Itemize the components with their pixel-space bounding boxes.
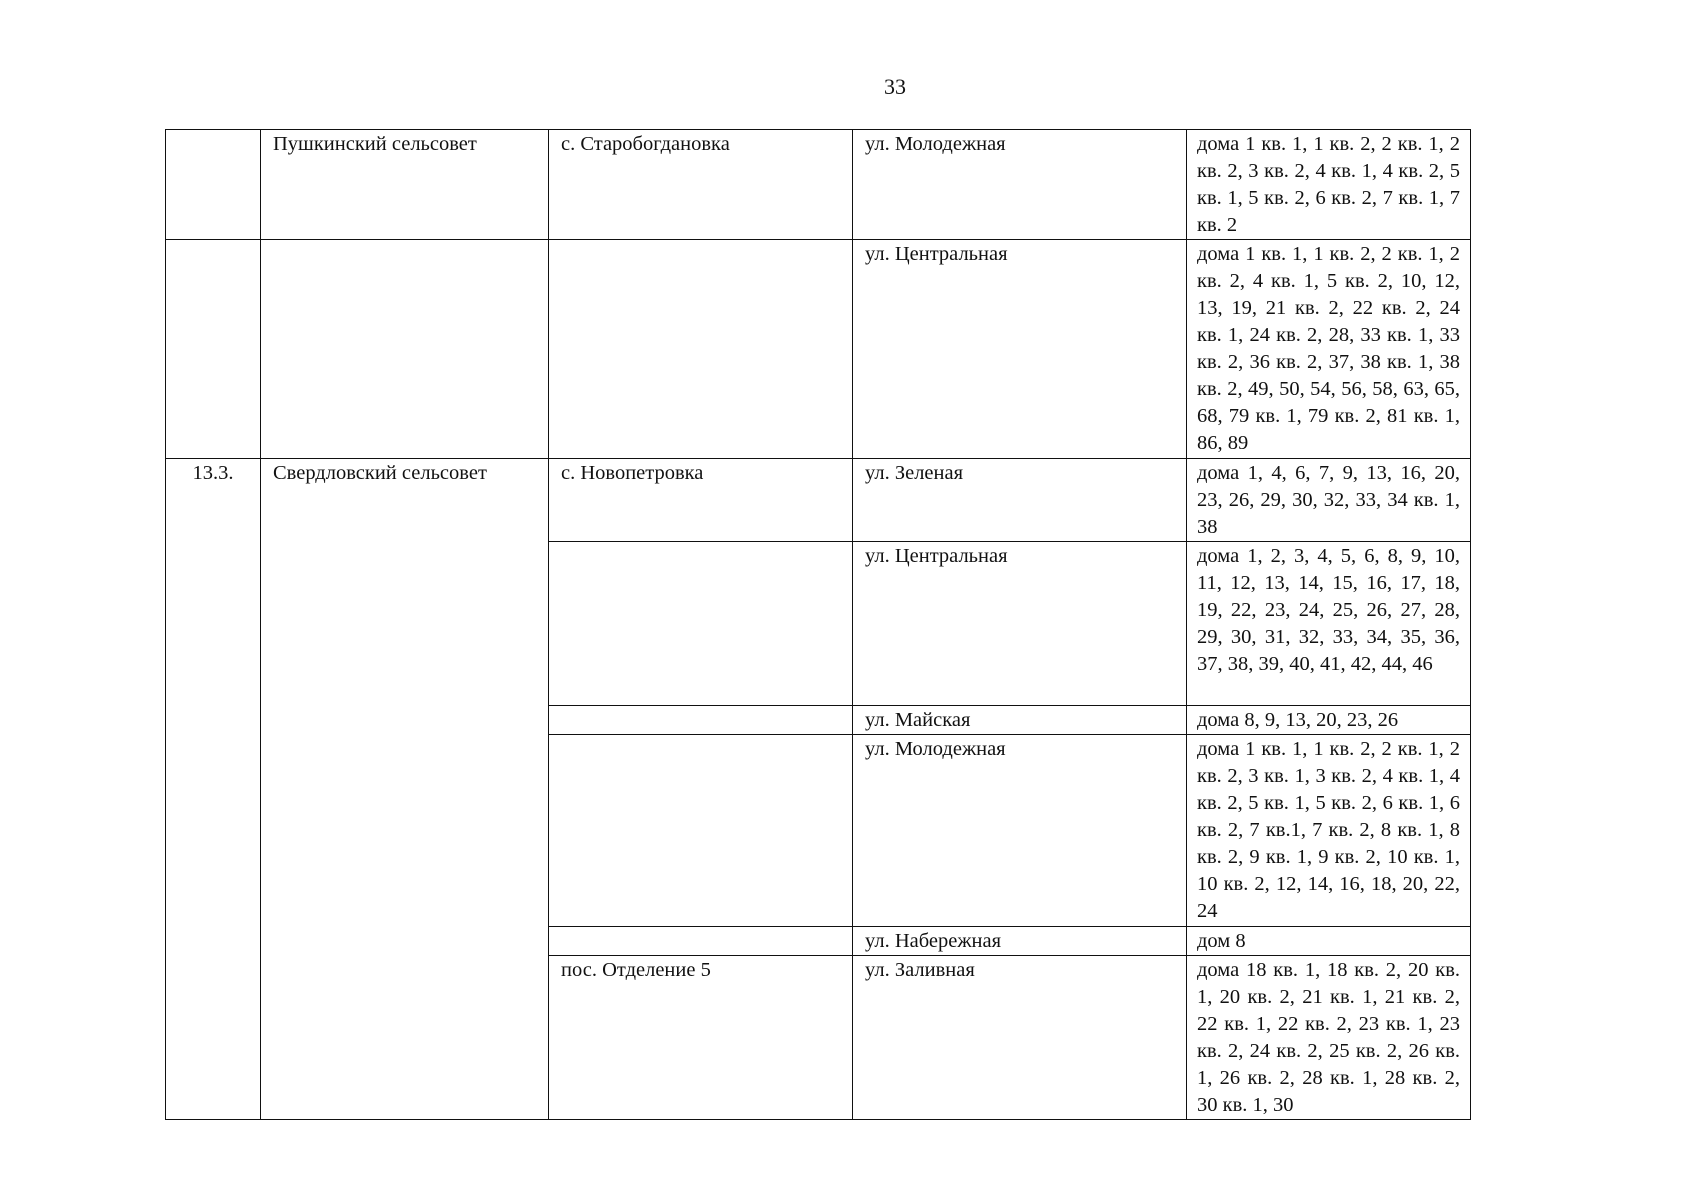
street-cell: ул. Заливная	[853, 956, 1187, 1120]
houses-cell: дом 8	[1187, 927, 1471, 956]
settlement-cell: с. Новопетровка	[549, 459, 853, 542]
street-cell: ул. Майская	[853, 706, 1187, 735]
settlement-cell	[549, 735, 853, 927]
row-number-cell	[166, 240, 261, 459]
houses-cell: дома 18 кв. 1, 18 кв. 2, 20 кв. 1, 20 кв. 2, 21 кв. 1, 21 кв. 2, 22 кв. 1, 22 кв. 2, 23 кв. 1, 23 кв. 2, 24 кв. 2, 25 кв. 2, 26 кв. 1, 26 кв. 2, 28 кв. 1, 28 кв. 2, 30 кв. 1, 30	[1187, 956, 1471, 1120]
address-table	[165, 129, 1471, 1120]
settlement-cell: с. Старобогдановка	[549, 130, 853, 240]
settlement-cell	[549, 240, 853, 459]
houses-cell: дома 1, 4, 6, 7, 9, 13, 16, 20, 23, 26, 29, 30, 32, 33, 34 кв. 1, 38	[1187, 459, 1471, 542]
settlement-cell	[549, 706, 853, 735]
houses-cell: дома 1, 2, 3, 4, 5, 6, 8, 9, 10, 11, 12, 13, 14, 15, 16, 17, 18, 19, 22, 23, 24, 25, 26, 27, 28, 29, 30, 31, 32, 33, 34, 35, 36, 37, 38, 39, 40, 41, 42, 44, 46	[1187, 542, 1471, 706]
street-cell: ул. Молодежная	[853, 735, 1187, 927]
street-cell: ул. Набережная	[853, 927, 1187, 956]
settlement-cell: пос. Отделение 5	[549, 956, 853, 1120]
row-number-cell	[166, 130, 261, 240]
street-cell: ул. Центральная	[853, 542, 1187, 706]
houses-cell: дома 8, 9, 13, 20, 23, 26	[1187, 706, 1471, 735]
council-cell: Пушкинский сельсовет	[261, 130, 549, 240]
council-cell: Свердловский сельсовет	[261, 459, 549, 1120]
street-cell: ул. Центральная	[853, 240, 1187, 459]
street-cell: ул. Молодежная	[853, 130, 1187, 240]
table-row	[166, 459, 1471, 542]
houses-cell: дома 1 кв. 1, 1 кв. 2, 2 кв. 1, 2 кв. 2, 4 кв. 1, 5 кв. 2, 10, 12, 13, 19, 21 кв. 2, 22 кв. 2, 24 кв. 1, 24 кв. 2, 28, 33 кв. 1, 33 кв. 2, 36 кв. 2, 37, 38 кв. 1, 38 кв. 2, 49, 50, 54, 56, 58, 63, 65, 68, 79 кв. 1, 79 кв. 2, 81 кв. 1, 86, 89	[1187, 240, 1471, 459]
table-row	[166, 240, 1471, 459]
houses-cell: дома 1 кв. 1, 1 кв. 2, 2 кв. 1, 2 кв. 2, 3 кв. 2, 4 кв. 1, 4 кв. 2, 5 кв. 1, 5 кв. 2, 6 кв. 2, 7 кв. 1, 7 кв. 2	[1187, 130, 1471, 240]
houses-cell: дома 1 кв. 1, 1 кв. 2, 2 кв. 1, 2 кв. 2, 3 кв. 1, 3 кв. 2, 4 кв. 1, 4 кв. 2, 5 кв. 1, 5 кв. 2, 6 кв. 1, 6 кв. 2, 7 кв.1, 7 кв. 2, 8 кв. 1, 8 кв. 2, 9 кв. 1, 9 кв. 2, 10 кв. 1, 10 кв. 2, 12, 14, 16, 18, 20, 22, 24	[1187, 735, 1471, 927]
council-cell	[261, 240, 549, 459]
page-number: 33	[884, 74, 906, 99]
table-row	[166, 130, 1471, 240]
settlement-cell	[549, 927, 853, 956]
row-number-cell: 13.3.	[166, 459, 261, 1120]
street-cell: ул. Зеленая	[853, 459, 1187, 542]
settlement-cell	[549, 542, 853, 706]
